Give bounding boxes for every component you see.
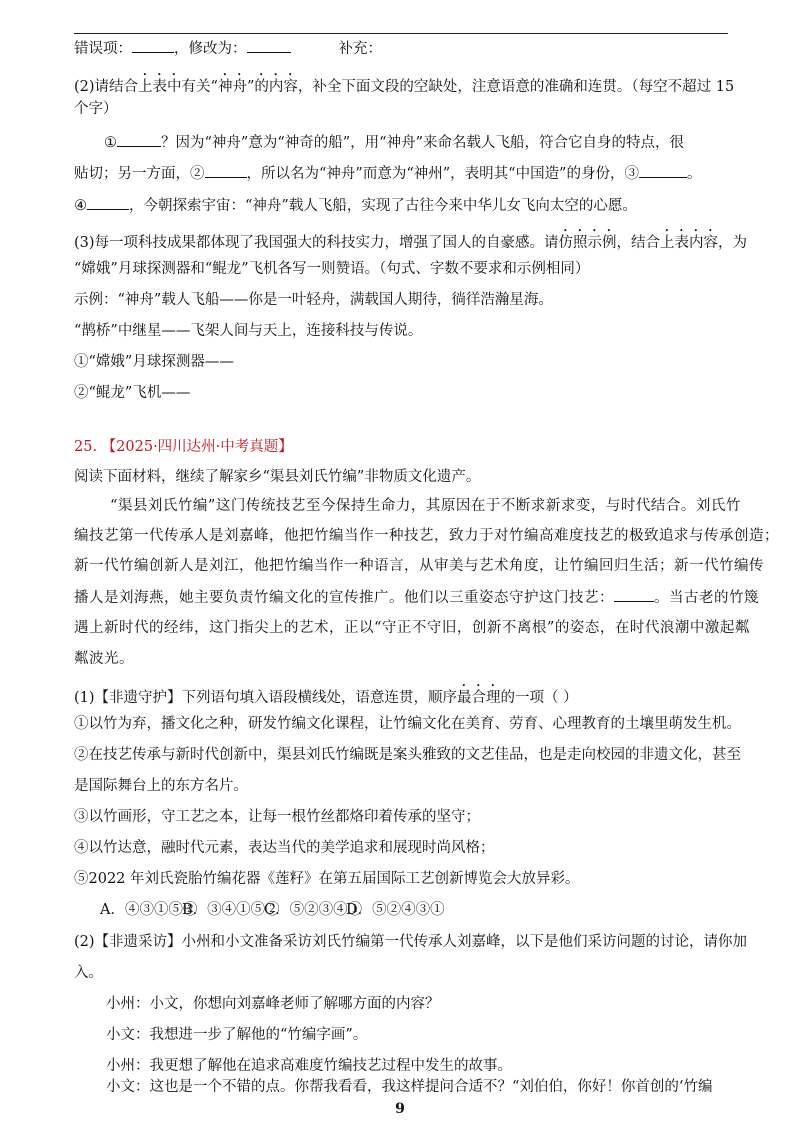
top-rule — [74, 33, 728, 34]
fix-blank — [247, 38, 291, 53]
q2-prompt-cont: 个字） — [74, 101, 118, 117]
q2-para-1: ① ？因为“神舟”意为“神奇的船”，用“神舟”来命名载人飞船，符合它自身的特点，很 — [104, 132, 684, 153]
error-blank — [132, 38, 174, 53]
option-b[interactable]: B．③④①⑤② — [182, 902, 280, 918]
material-line: 遇上新时代的经纬，这门指尖上的艺术，正以“守正不守旧，创新不离根”的姿态，在时代浪潮中激起粼 — [74, 620, 750, 636]
material-line: 编技艺第一代传承人是刘嘉峰，他把竹编当作一种技艺，致力于对竹编高难度技艺的极致追求与传承创造； — [74, 528, 779, 544]
option-a[interactable]: A．④③①⑤② — [100, 902, 198, 918]
q3-example-1: 示例：“神舟”载人飞船——你是一叶轻舟，满载国人期待，徜徉浩瀚星海。 — [74, 292, 553, 308]
material-line: 新一代竹编创新人是刘江，他把竹编当作一种语言，从审美与艺术角度，让竹编回归生活；新一代竹编传 — [74, 558, 764, 574]
q25-sub2: (2)【非遗采访】小州和小文准备采访刘氏竹编第一代传承人刘嘉峰，以下是他们采访问题的讨论，请你加 — [74, 934, 748, 950]
dialog-line: 小州：我更想了解他在追求高难度竹编技艺过程中发生的故事。 — [106, 1058, 512, 1074]
sentence-3: ③以竹画形，守工艺之本，让每一根竹丝都烙印着传承的坚守； — [74, 809, 480, 825]
q2-para-2: 贴切；另一方面，② ，所以名为“神舟”而意为“神州”，表明其“中国造”的身份，③ 。 — [74, 163, 701, 184]
question-number: 25. — [74, 439, 98, 455]
blank-1 — [117, 132, 161, 147]
blank-2 — [205, 163, 247, 178]
material-line: 播人是刘海燕，她主要负责竹编文化的宣传推广。他们以三重姿态守护这门技艺： 。当古老的竹篾 — [74, 587, 759, 608]
error-label: 错误项： — [74, 41, 132, 57]
q25-header — [74, 437, 293, 457]
q3-prompt: (3)每一项科技成果都体现了我国强大的科技实力，增强了国人的自豪感。请仿照示例，结合上表内容，为 — [74, 235, 748, 251]
sentence-5: ⑤2022 年刘氏瓷胎竹编花器《莲籽》在第五届国际工艺创新博览会大放异彩。 — [74, 871, 580, 887]
answer-line — [74, 38, 382, 59]
q3-prompt-cont: “嫦娥”月球探测器和“鲲龙”飞机各写一则赞语。（句式、字数不要求和示例相同） — [74, 261, 590, 277]
fix-label: ，修改为： — [174, 41, 247, 57]
sentence-4: ④以竹达意，融时代元素，表达当代的美学追求和展现时尚风格； — [74, 840, 495, 856]
blank-4 — [87, 195, 129, 210]
source-tag: 【2025·四川达州·中考真题】 — [101, 439, 293, 455]
sentence-2: ②在技艺传承与新时代创新中，渠县刘氏竹编既是案头雅致的文艺佳品，也是走向校园的非遗文化，甚至 — [74, 747, 741, 763]
q3-item-1: ①“嫦娥”月球探测器—— — [74, 354, 234, 370]
q2-para-3: ④ ，今朝探索宇宙：“神舟”载人飞船，实现了古往今来中华儿女飞向太空的心愿。 — [74, 195, 637, 216]
dialog-line: 小文：这也是一个不错的点。你帮我看看，我这样提问合适不？“刘伯伯，你好！你首创的‘竹编 — [106, 1079, 713, 1095]
material-line: “渠县刘氏竹编”这门传统技艺至今保持生命力，其原因在于不断求新求变，与时代结合。刘氏竹 — [110, 498, 741, 514]
add-label: 补充： — [338, 41, 382, 57]
option-c[interactable]: C．⑤②③④① — [264, 902, 363, 918]
choice-options — [100, 900, 445, 920]
q2-prompt: (2)请结合上表中有关“神舟”的内容，补全下面文段的空缺处，注意语意的准确和连贯。（每空不超过 15 — [74, 79, 735, 95]
material-line: 粼波光。 — [74, 651, 134, 667]
dialog-line: 小州：小文，你想向刘嘉峰老师了解哪方面的内容？ — [106, 996, 440, 1012]
blank-3 — [639, 163, 687, 178]
page-number: 9 — [395, 1101, 405, 1117]
dialog-line: 小文：我想进一步了解他的“竹编字画”。 — [106, 1027, 368, 1043]
sentence-2-cont: 是国际舞台上的东方名片。 — [74, 778, 248, 794]
q25-sub1: (1)【非遗守护】下列语句填入语段横线处，语意连贯，顺序最合理的一项（ ） — [74, 690, 578, 706]
option-d[interactable]: D．⑤②④③① — [346, 902, 445, 918]
q3-example-2: “鹊桥”中继星——飞架人间与天上，连接科技与传说。 — [74, 323, 423, 339]
material-blank — [614, 587, 654, 602]
q25-intro: 阅读下面材料，继续了解家乡“渠县刘氏竹编”非物质文化遗产。 — [74, 469, 481, 485]
sentence-1: ①以竹为弃，播文化之种，研发竹编文化课程，让竹编文化在美育、劳育、心理教育的土壤里萌发生机。 — [74, 716, 741, 732]
q25-sub2-cont: 入。 — [74, 965, 103, 981]
q3-item-2: ②“鲲龙”飞机—— — [74, 385, 191, 401]
